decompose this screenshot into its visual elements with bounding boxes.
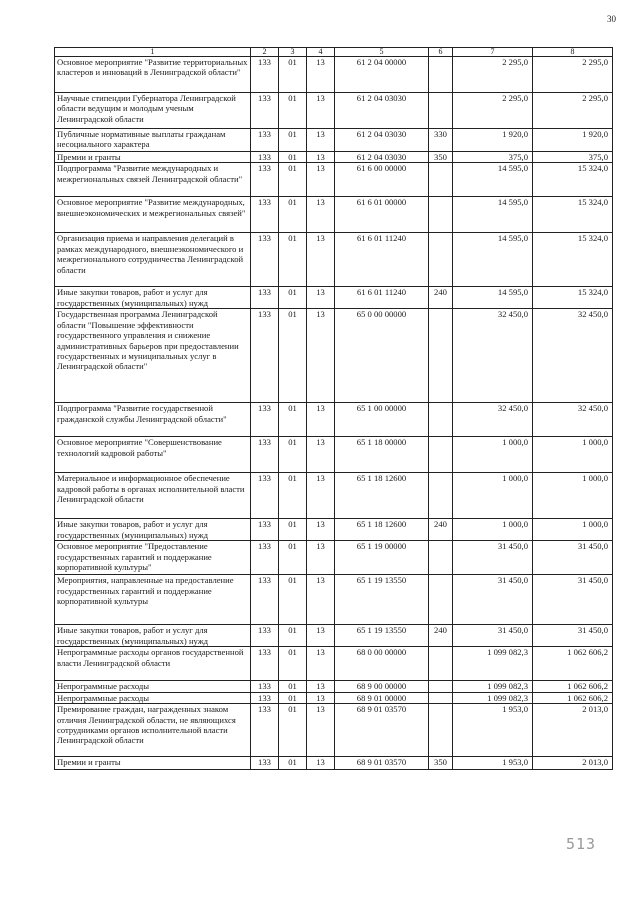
subsection-code: 13 <box>307 129 335 152</box>
expense-type-code <box>429 233 453 287</box>
expense-type-code <box>429 163 453 197</box>
section-code: 01 <box>279 129 307 152</box>
amount-year-1: 1 000,0 <box>453 437 533 473</box>
column-header: 6 <box>429 48 453 57</box>
subsection-code: 13 <box>307 287 335 309</box>
row-name: Основное мероприятие "Совершенствование технологий кадровой работы" <box>55 437 251 473</box>
table-row <box>55 163 613 197</box>
section-code: 01 <box>279 757 307 770</box>
section-code: 01 <box>279 681 307 692</box>
amount-year-2: 2 013,0 <box>533 757 613 770</box>
subsection-code: 13 <box>307 757 335 770</box>
row-name: Мероприятия, направленные на предоставление государственных гарантий и поддержание корпоративной культуры <box>55 575 251 625</box>
amount-year-1: 1 920,0 <box>453 129 533 152</box>
amount-year-1: 375,0 <box>453 152 533 163</box>
table-row <box>55 473 613 519</box>
page-number: 30 <box>607 14 616 24</box>
target-article-code: 65 1 19 13550 <box>335 575 429 625</box>
amount-year-1: 2 295,0 <box>453 93 533 129</box>
chapter-code: 133 <box>251 625 279 647</box>
subsection-code: 13 <box>307 437 335 473</box>
amount-year-1: 2 295,0 <box>453 57 533 93</box>
amount-year-2: 15 324,0 <box>533 163 613 197</box>
expense-type-code <box>429 403 453 437</box>
target-article-code: 68 9 01 03570 <box>335 704 429 757</box>
table-row <box>55 57 613 93</box>
chapter-code: 133 <box>251 129 279 152</box>
table-row <box>55 403 613 437</box>
row-name: Материальное и информационное обеспечение кадровой работы в органах исполнительной власти Ленинградской области <box>55 473 251 519</box>
table-row <box>55 197 613 233</box>
expense-type-code: 240 <box>429 287 453 309</box>
row-name: Подпрограмма "Развитие государственной гражданской службы Ленинградской области" <box>55 403 251 437</box>
amount-year-2: 31 450,0 <box>533 625 613 647</box>
chapter-code: 133 <box>251 403 279 437</box>
amount-year-2: 31 450,0 <box>533 575 613 625</box>
table-row <box>55 692 613 703</box>
amount-year-2: 32 450,0 <box>533 403 613 437</box>
amount-year-1: 32 450,0 <box>453 309 533 403</box>
column-header: 5 <box>335 48 429 57</box>
chapter-code: 133 <box>251 692 279 703</box>
amount-year-1: 31 450,0 <box>453 541 533 575</box>
subsection-code: 13 <box>307 575 335 625</box>
section-code: 01 <box>279 57 307 93</box>
amount-year-1: 32 450,0 <box>453 403 533 437</box>
row-name: Организация приема и направления делегаций в рамках международного, внешнеэкономического и межрегионального сотрудничества Ленинградской области <box>55 233 251 287</box>
amount-year-2: 1 062 606,2 <box>533 681 613 692</box>
amount-year-2: 375,0 <box>533 152 613 163</box>
amount-year-2: 2 295,0 <box>533 93 613 129</box>
table-row <box>55 309 613 403</box>
amount-year-1: 14 595,0 <box>453 233 533 287</box>
column-header: 7 <box>453 48 533 57</box>
subsection-code: 13 <box>307 163 335 197</box>
chapter-code: 133 <box>251 757 279 770</box>
amount-year-2: 2 013,0 <box>533 704 613 757</box>
chapter-code: 133 <box>251 197 279 233</box>
expense-type-code <box>429 437 453 473</box>
section-code: 01 <box>279 519 307 541</box>
section-code: 01 <box>279 704 307 757</box>
expense-type-code: 240 <box>429 625 453 647</box>
amount-year-2: 1 920,0 <box>533 129 613 152</box>
subsection-code: 13 <box>307 93 335 129</box>
subsection-code: 13 <box>307 704 335 757</box>
chapter-code: 133 <box>251 437 279 473</box>
expense-type-code <box>429 541 453 575</box>
expense-type-code <box>429 704 453 757</box>
expense-type-code <box>429 692 453 703</box>
amount-year-1: 31 450,0 <box>453 575 533 625</box>
section-code: 01 <box>279 163 307 197</box>
target-article-code: 68 0 00 00000 <box>335 647 429 681</box>
amount-year-1: 14 595,0 <box>453 287 533 309</box>
row-name: Непрограммные расходы <box>55 692 251 703</box>
table-row <box>55 681 613 692</box>
subsection-code: 13 <box>307 519 335 541</box>
subsection-code: 13 <box>307 197 335 233</box>
section-code: 01 <box>279 287 307 309</box>
table-row <box>55 575 613 625</box>
chapter-code: 133 <box>251 681 279 692</box>
target-article-code: 65 1 18 00000 <box>335 437 429 473</box>
section-code: 01 <box>279 437 307 473</box>
chapter-code: 133 <box>251 233 279 287</box>
amount-year-2: 31 450,0 <box>533 541 613 575</box>
amount-year-2: 1 062 606,2 <box>533 647 613 681</box>
table-row <box>55 437 613 473</box>
chapter-code: 133 <box>251 519 279 541</box>
section-code: 01 <box>279 197 307 233</box>
amount-year-1: 1 000,0 <box>453 519 533 541</box>
chapter-code: 133 <box>251 704 279 757</box>
table-row <box>55 152 613 163</box>
expense-type-code <box>429 57 453 93</box>
column-header: 8 <box>533 48 613 57</box>
subsection-code: 13 <box>307 57 335 93</box>
amount-year-1: 1 099 082,3 <box>453 692 533 703</box>
expense-type-code <box>429 681 453 692</box>
table-row <box>55 625 613 647</box>
table-row <box>55 93 613 129</box>
column-header: 3 <box>279 48 307 57</box>
amount-year-2: 1 062 606,2 <box>533 692 613 703</box>
subsection-code: 13 <box>307 309 335 403</box>
chapter-code: 133 <box>251 541 279 575</box>
amount-year-1: 1 953,0 <box>453 704 533 757</box>
row-name: Непрограммные расходы <box>55 681 251 692</box>
column-header: 4 <box>307 48 335 57</box>
target-article-code: 65 1 19 00000 <box>335 541 429 575</box>
section-code: 01 <box>279 575 307 625</box>
subsection-code: 13 <box>307 473 335 519</box>
budget-table <box>54 47 613 770</box>
amount-year-2: 15 324,0 <box>533 197 613 233</box>
row-name: Подпрограмма "Развитие международных и межрегиональных связей Ленинградской области" <box>55 163 251 197</box>
section-code: 01 <box>279 473 307 519</box>
subsection-code: 13 <box>307 152 335 163</box>
section-code: 01 <box>279 692 307 703</box>
table-header-row <box>55 48 613 57</box>
table-row <box>55 647 613 681</box>
section-code: 01 <box>279 93 307 129</box>
amount-year-1: 31 450,0 <box>453 625 533 647</box>
chapter-code: 133 <box>251 93 279 129</box>
row-name: Премии и гранты <box>55 757 251 770</box>
row-name: Иные закупки товаров, работ и услуг для государственных (муниципальных) нужд <box>55 519 251 541</box>
amount-year-2: 32 450,0 <box>533 309 613 403</box>
expense-type-code: 330 <box>429 129 453 152</box>
chapter-code: 133 <box>251 152 279 163</box>
chapter-code: 133 <box>251 473 279 519</box>
expense-type-code: 350 <box>429 152 453 163</box>
amount-year-2: 1 000,0 <box>533 437 613 473</box>
section-code: 01 <box>279 152 307 163</box>
target-article-code: 68 9 01 00000 <box>335 692 429 703</box>
chapter-code: 133 <box>251 287 279 309</box>
amount-year-1: 1 000,0 <box>453 473 533 519</box>
target-article-code: 61 6 01 11240 <box>335 233 429 287</box>
column-header: 2 <box>251 48 279 57</box>
row-name: Основное мероприятие "Развитие территориальных кластеров и инноваций в Ленинградской области" <box>55 57 251 93</box>
target-article-code: 61 2 04 03030 <box>335 129 429 152</box>
target-article-code: 65 1 00 00000 <box>335 403 429 437</box>
target-article-code: 61 6 00 00000 <box>335 163 429 197</box>
chapter-code: 133 <box>251 57 279 93</box>
expense-type-code <box>429 473 453 519</box>
subsection-code: 13 <box>307 403 335 437</box>
subsection-code: 13 <box>307 625 335 647</box>
row-name: Непрограммные расходы органов государственной власти Ленинградской области <box>55 647 251 681</box>
amount-year-2: 1 000,0 <box>533 473 613 519</box>
expense-type-code <box>429 197 453 233</box>
subsection-code: 13 <box>307 233 335 287</box>
row-name: Иные закупки товаров, работ и услуг для государственных (муниципальных) нужд <box>55 287 251 309</box>
amount-year-1: 1 099 082,3 <box>453 647 533 681</box>
table-row <box>55 541 613 575</box>
expense-type-code <box>429 575 453 625</box>
table-row <box>55 757 613 770</box>
chapter-code: 133 <box>251 309 279 403</box>
expense-type-code <box>429 647 453 681</box>
target-article-code: 68 9 01 03570 <box>335 757 429 770</box>
row-name: Государственная программа Ленинградской области "Повышение эффективности государственного управления и снижение административных барьеров при предоставлении государственных и муниципальных услуг в Ленинградской области" <box>55 309 251 403</box>
target-article-code: 61 2 04 00000 <box>335 57 429 93</box>
table-row <box>55 287 613 309</box>
table-row <box>55 519 613 541</box>
section-code: 01 <box>279 625 307 647</box>
chapter-code: 133 <box>251 647 279 681</box>
section-code: 01 <box>279 541 307 575</box>
amount-year-1: 14 595,0 <box>453 163 533 197</box>
row-name: Премирование граждан, награжденных знаком отличия Ленинградской области, не являющихся сотрудниками органов исполнительной власти Ленинградской области <box>55 704 251 757</box>
table-row <box>55 129 613 152</box>
target-article-code: 65 0 00 00000 <box>335 309 429 403</box>
expense-type-code <box>429 309 453 403</box>
target-article-code: 68 9 00 00000 <box>335 681 429 692</box>
target-article-code: 65 1 18 12600 <box>335 519 429 541</box>
amount-year-2: 15 324,0 <box>533 233 613 287</box>
target-article-code: 61 2 04 03030 <box>335 93 429 129</box>
table-row <box>55 233 613 287</box>
row-name: Иные закупки товаров, работ и услуг для государственных (муниципальных) нужд <box>55 625 251 647</box>
row-name: Научные стипендии Губернатора Ленинградской области ведущим и молодым ученым Ленинградской области <box>55 93 251 129</box>
section-code: 01 <box>279 233 307 287</box>
expense-type-code: 350 <box>429 757 453 770</box>
subsection-code: 13 <box>307 647 335 681</box>
amount-year-1: 14 595,0 <box>453 197 533 233</box>
expense-type-code: 240 <box>429 519 453 541</box>
chapter-code: 133 <box>251 575 279 625</box>
target-article-code: 65 1 18 12600 <box>335 473 429 519</box>
expense-type-code <box>429 93 453 129</box>
section-code: 01 <box>279 403 307 437</box>
subsection-code: 13 <box>307 541 335 575</box>
amount-year-1: 1 953,0 <box>453 757 533 770</box>
amount-year-2: 2 295,0 <box>533 57 613 93</box>
amount-year-1: 1 099 082,3 <box>453 681 533 692</box>
table-row <box>55 704 613 757</box>
amount-year-2: 1 000,0 <box>533 519 613 541</box>
row-name: Публичные нормативные выплаты гражданам несоциального характера <box>55 129 251 152</box>
subsection-code: 13 <box>307 692 335 703</box>
section-code: 01 <box>279 647 307 681</box>
target-article-code: 61 6 01 11240 <box>335 287 429 309</box>
subsection-code: 13 <box>307 681 335 692</box>
target-article-code: 61 6 01 00000 <box>335 197 429 233</box>
row-name: Основное мероприятие "Предоставление государственных гарантий и поддержание корпоративной культуры" <box>55 541 251 575</box>
section-code: 01 <box>279 309 307 403</box>
row-name: Премии и гранты <box>55 152 251 163</box>
sheet-number-stamp: 513 <box>566 835 597 853</box>
target-article-code: 65 1 19 13550 <box>335 625 429 647</box>
target-article-code: 61 2 04 03030 <box>335 152 429 163</box>
row-name: Основное мероприятие "Развитие международных, внешнеэкономических и межрегиональных связей" <box>55 197 251 233</box>
amount-year-2: 15 324,0 <box>533 287 613 309</box>
column-header: 1 <box>55 48 251 57</box>
chapter-code: 133 <box>251 163 279 197</box>
